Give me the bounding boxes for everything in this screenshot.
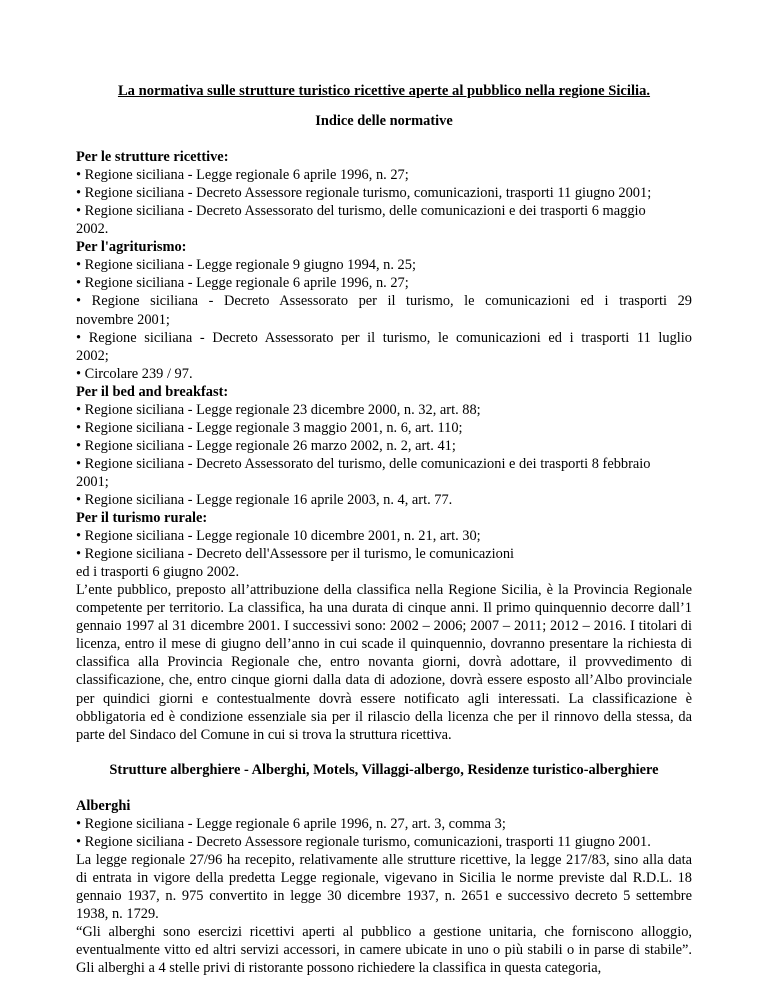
heading-alberghi: Alberghi <box>76 797 131 814</box>
section-bed-and-breakfast <box>76 383 692 509</box>
list-item: • Regione siciliana - Legge regionale 23 dicembre 2000, n. 32, art. 88; <box>76 401 481 418</box>
list-item: • Regione siciliana - Decreto dell'Assessore per il turismo, le comunicazioni <box>76 546 515 563</box>
alberghi-paragraph-definizione: “Gli alberghi sono esercizi ricettivi aperti al pubblico a gestione unitaria, che forniscono alloggio, eventualmente vitto ed altri servizi accessori, in camere ubicate in uno o più stabili o in parse di stabile”. Gli alberghi a 4 stelle privi di ristorante possono richiedere la classifica in questa categoria, <box>76 924 692 977</box>
index-subtitle: Indice delle normative <box>315 113 453 130</box>
list-item: • Regione siciliana - Legge regionale 6 aprile 1996, n. 27; <box>76 167 409 184</box>
heading-turismo-rurale: Per il turismo rurale: <box>76 510 208 527</box>
list-item-continuation: 2002. <box>76 221 109 238</box>
list-item-continuation: ed i trasporti 6 giugno 2002. <box>76 564 240 581</box>
classifica-paragraph: L’ente pubblico, preposto all’attribuzione della classifica nella Regione Sicilia, è la Provincia Regionale competente per territorio. La classifica, ha una durata di cinque anni. Il primo quinquennio decorre dall’1 gennaio 1997 al 31 dicembre 2001. I successivi sono: 2002 – 2006; 2007 – 2011; 2012 – 2016. I titolari di licenza, entro il mese di giugno dell’anno in cui scade il quinquennio, dovranno presentare la richiesta di classifica alla Provincia Regionale che, entro novanta giorni, dovrà adottare, il provvedimento di classificazione, che, entro cinque giorni dalla data di adozione, dovrà essere esposto all’Albo provinciale per quindici giorni e contestualmente dovrà essere notificato agli interessati. La classificazione è obbligatoria ed è condizione essenziale sia per il rilascio della licenza che per il rinnovo della stessa, da parte del Sindaco del Comune in cui si trova la struttura ricettiva. <box>76 582 692 743</box>
section-alberghi <box>76 797 692 977</box>
list-item: • Regione siciliana - Decreto Assessorato per il turismo, le comunicazioni ed i trasporti 29 <box>76 293 692 310</box>
section-title-strutture-alberghiere: Strutture alberghiere - Alberghi, Motels, Villaggi-albergo, Residenze turistico-alberghiere <box>109 761 659 778</box>
list-item: • Regione siciliana - Legge regionale 9 giugno 1994, n. 25; <box>76 257 416 274</box>
list-item: • Regione siciliana - Decreto Assessorato per il turismo, le comunicazioni ed i trasporti 11 luglio <box>76 329 692 346</box>
section-turismo-rurale <box>76 509 692 581</box>
alberghi-paragraph-legge: La legge regionale 27/96 ha recepito, relativamente alle strutture ricettive, la legge 217/83, sino alla data di entrata in vigore della predetta Legge regionale, vigevano in Sicilia le norme previste dal R.D.L. 18 gennaio 1937, n. 975 convertito in legge 30 dicembre 1937, n. 2651 e successivo decreto 5 settembre 1938, n. 1729. <box>76 851 692 922</box>
list-item: • Regione siciliana - Legge regionale 6 aprile 1996, n. 27, art. 3, comma 3; <box>76 815 506 832</box>
list-item: • Regione siciliana - Decreto Assessorato del turismo, delle comunicazioni e dei trasporti 6 maggio <box>76 203 646 220</box>
heading-strutture-ricettive: Per le strutture ricettive: <box>76 149 229 166</box>
list-item-continuation: 2002; <box>76 347 109 364</box>
section-agriturismo <box>76 238 692 382</box>
list-item: • Regione siciliana - Decreto Assessore regionale turismo, comunicazioni, trasporti 11 giugno 2001; <box>76 185 652 202</box>
heading-bed-and-breakfast: Per il bed and breakfast: <box>76 383 229 400</box>
list-item: • Regione siciliana - Legge regionale 10 dicembre 2001, n. 21, art. 30; <box>76 528 481 545</box>
document-title: La normativa sulle strutture turistico ricettive aperte al pubblico nella regione Sicilia. <box>117 83 651 99</box>
heading-agriturismo: Per l'agriturismo: <box>76 239 187 256</box>
list-item-continuation: novembre 2001; <box>76 311 170 328</box>
list-item: • Regione siciliana - Decreto Assessore regionale turismo, comunicazioni, trasporti 11 giugno 2001. <box>76 833 651 850</box>
list-item: • Regione siciliana - Legge regionale 6 aprile 1996, n. 27; <box>76 275 409 292</box>
list-item: • Regione siciliana - Legge regionale 3 maggio 2001, n. 6, art. 110; <box>76 419 463 436</box>
list-item: • Regione siciliana - Legge regionale 26 marzo 2002, n. 2, art. 41; <box>76 437 456 454</box>
list-item-continuation: 2001; <box>76 473 109 490</box>
section-strutture-ricettive <box>76 148 692 238</box>
list-item: • Regione siciliana - Decreto Assessorato del turismo, delle comunicazioni e dei trasporti 8 febbraio <box>76 455 651 472</box>
document-page <box>76 82 692 977</box>
list-item: • Regione siciliana - Legge regionale 16 aprile 2003, n. 4, art. 77. <box>76 491 453 508</box>
list-item: • Circolare 239 / 97. <box>76 365 193 382</box>
